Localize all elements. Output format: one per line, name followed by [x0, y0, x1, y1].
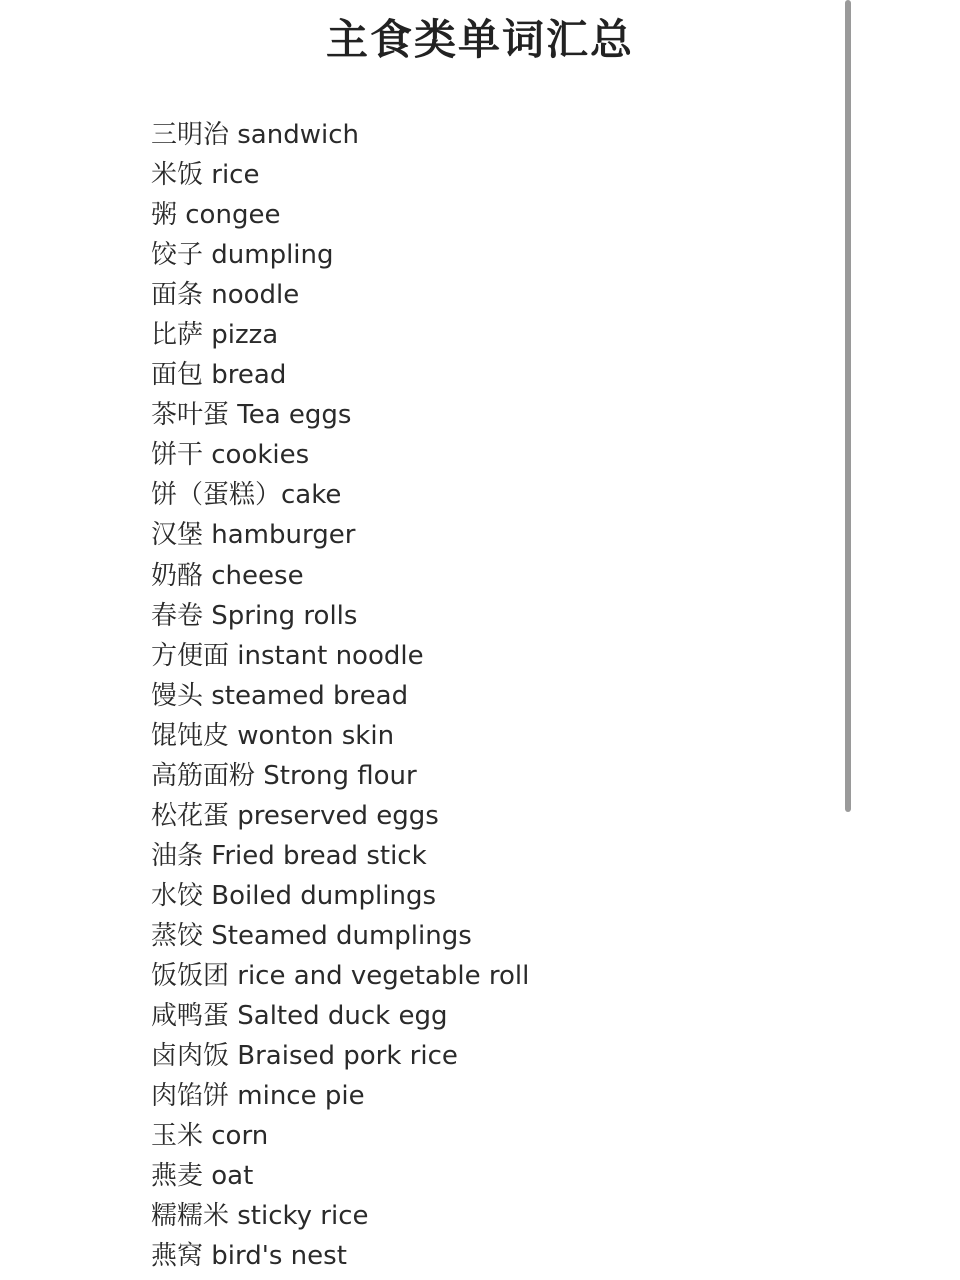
list-item: 油条 Fried bread stick	[151, 840, 427, 871]
list-item: 卤肉饭 Braised pork rice	[151, 1041, 458, 1072]
list-item: 饼干 cookies	[151, 440, 310, 471]
vocabulary-list	[151, 115, 529, 1276]
list-item: 饼（蛋糕）cake	[151, 480, 342, 511]
list-item: 比萨 pizza	[151, 320, 279, 351]
list-item: 饺子 dumpling	[151, 240, 334, 271]
list-item: 燕麦 oat	[151, 1161, 254, 1192]
list-item: 馒头 steamed bread	[151, 680, 409, 711]
page-title: 主食类单词汇总	[325, 15, 634, 64]
list-item: 糯糯米 sticky rice	[151, 1201, 369, 1232]
list-item: 春卷 Spring rolls	[151, 600, 358, 631]
list-item: 松花蛋 preserved eggs	[151, 800, 439, 831]
list-item: 饭饭团 rice and vegetable roll	[151, 960, 530, 991]
list-item: 茶叶蛋 Tea eggs	[151, 400, 352, 431]
scrollbar[interactable]	[845, 0, 851, 812]
list-item: 燕窝 bird's nest	[151, 1241, 347, 1272]
list-item: 水饺 Boiled dumplings	[151, 880, 437, 911]
list-item: 高筋面粉 Strong flour	[151, 760, 417, 791]
list-item: 米饭 rice	[151, 160, 260, 191]
list-item: 肉馅饼 mince pie	[151, 1081, 365, 1112]
list-item: 面条 noodle	[151, 280, 300, 311]
list-item: 馄饨皮 wonton skin	[151, 720, 395, 751]
list-item: 咸鸭蛋 Salted duck egg	[151, 1001, 448, 1032]
list-item: 玉米 corn	[151, 1121, 269, 1152]
list-item: 面包 bread	[151, 360, 287, 391]
list-item: 三明治 sandwich	[151, 120, 359, 150]
list-item: 粥 congee	[151, 200, 281, 231]
list-item: 奶酪 cheese	[151, 560, 304, 591]
list-item: 汉堡 hamburger	[151, 520, 356, 551]
list-item: 方便面 instant noodle	[151, 640, 424, 671]
list-item: 蒸饺 Steamed dumplings	[151, 920, 472, 951]
